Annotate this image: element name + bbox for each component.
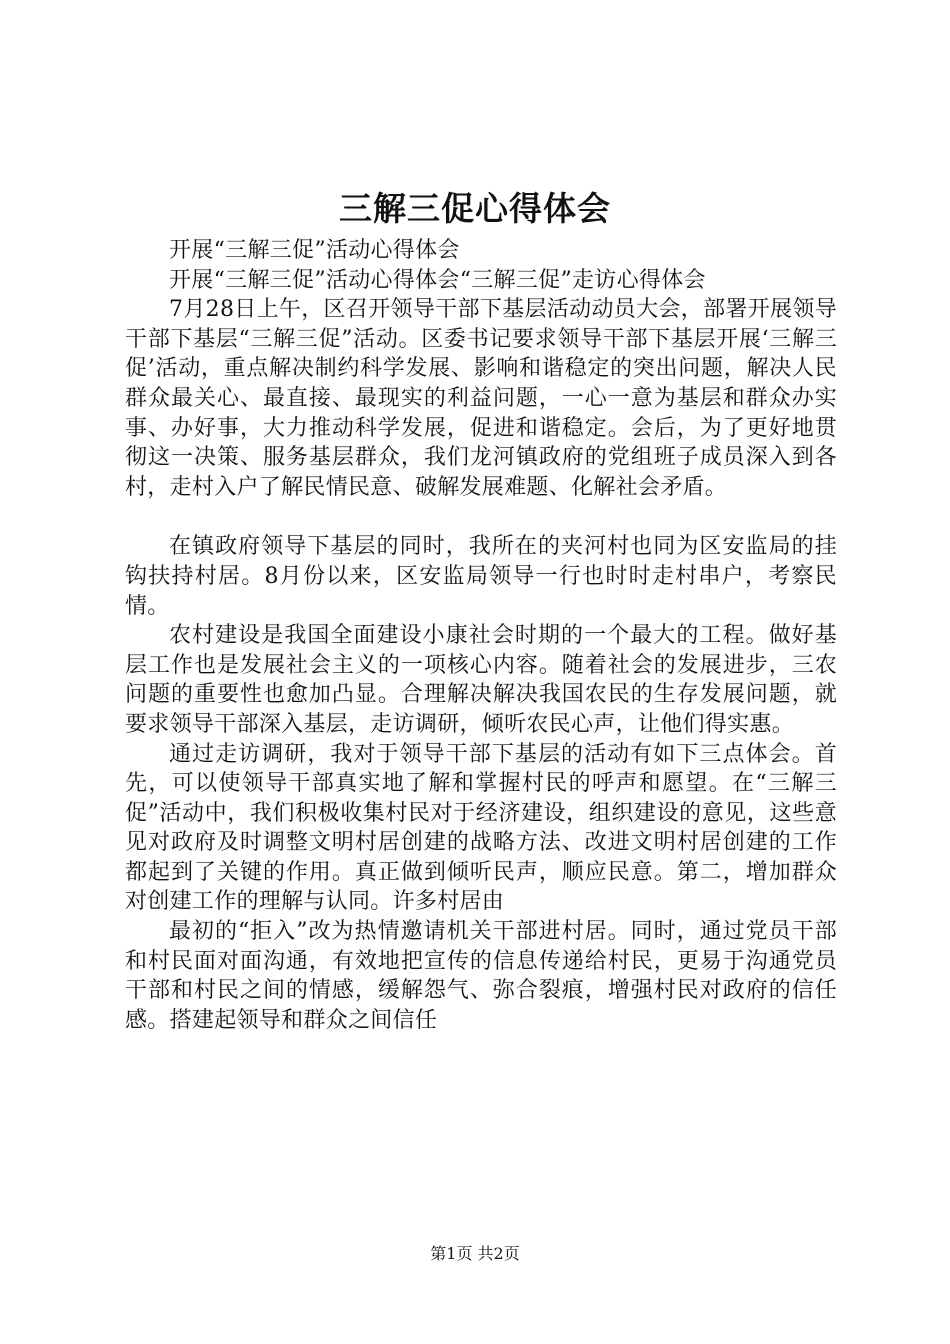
paragraph-village: 在镇政府领导下基层的同时，我所在的夹河村也同为区安监局的挂钩扶持村居。8月份以来，区安监局领导一行也时时走村串户，考察民情。 (125, 534, 837, 619)
paragraph-subtitle: 开展“三解三促”活动心得体会 (169, 238, 460, 263)
paragraph-rural: 农村建设是我国全面建设小康社会时期的一个最大的工程。做好基层工作也是发展社会主义的一项核心内容。随着社会的发展进步，三农问题的重要性也愈加凸显。合理解决解决我国农民的生存发展问题，就要求领导干部深入基层，走访调研，倾听农民心声，让他们得实惠。 (125, 623, 837, 737)
document-title: 三解三促心得体会 (339, 189, 611, 228)
document-body (125, 236, 837, 1035)
paragraph-communication: 最初的“拒入”改为热情邀请机关干部进村居。同时，通过党员干部和村民面对面沟通，有效地把宣传的信息传递给村民，更易于沟通党员干部和村民之间的情感，缓解怨气、弥合裂痕，增强村民对政府的信任感。搭建起领导和群众之间信任 (125, 919, 837, 1033)
paragraph-experience: 通过走访调研，我对于领导干部下基层的活动有如下三点体会。首先，可以使领导干部真实地了解和掌握村民的呼声和愿望。在“三解三促”活动中，我们积极收集村民对于经济建设，组织建设的意见，这些意见对政府及时调整文明村居创建的战略方法、改进文明村居创建的工作都起到了关键的作用。真正做到倾听民声，顺应民意。第二，增加群众对创建工作的理解与认同。许多村居由 (125, 741, 837, 915)
paragraph-heading: 开展“三解三促”活动心得体会“三解三促”走访心得体会 (169, 267, 706, 293)
page-number: 第1页 共2页 (430, 1244, 520, 1263)
paragraph-mobilization: 7月28日上午，区召开领导干部下基层活动动员大会，部署开展领导干部下基层“三解三促”活动。区委书记要求领导干部下基层开展‘三解三促’活动，重点解决制约科学发展、影响和谐稳定的突出问题，解决人民群众最关心、最直接、最现实的利益问题，一心一意为基层和群众办实事、办好事，大力推动科学发展，促进和谐稳定。会后，为了更好地贯彻这一决策、服务基层群众，我们龙河镇政府的党组班子成员深入到各村，走村入户了解民情民意、破解发展难题、化解社会矛盾。 (125, 297, 837, 500)
